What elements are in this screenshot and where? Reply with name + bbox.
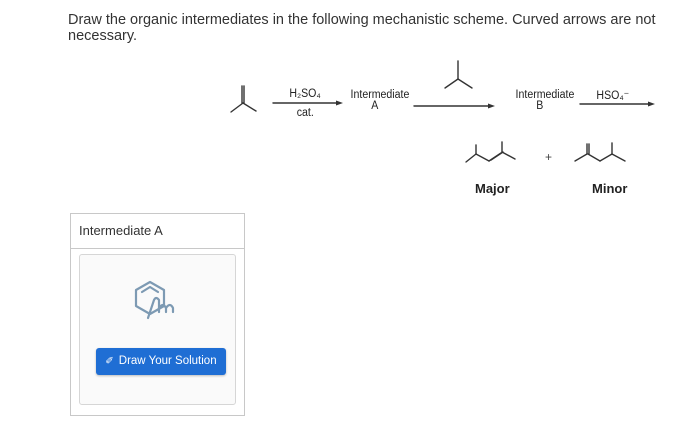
central-structure bbox=[445, 61, 472, 88]
pencil-icon: ✐ bbox=[105, 356, 114, 367]
arrowhead-3 bbox=[648, 102, 655, 107]
step3-reagent: HSO₄⁻ bbox=[596, 90, 630, 102]
step1-reagent: H₂SO₄ bbox=[289, 88, 321, 100]
mechanism-scheme bbox=[0, 0, 700, 210]
question-prompt: Draw the organic intermediates in the following mechanistic scheme. Curved arrows are not necessary. bbox=[68, 12, 656, 44]
intermediate-b-letter: B bbox=[536, 100, 544, 112]
draw-your-solution-button[interactable] bbox=[96, 348, 226, 375]
arrowhead-1 bbox=[336, 101, 343, 106]
minor-product-structure bbox=[575, 143, 625, 161]
scheme-drawing bbox=[0, 0, 700, 210]
major-product-structure bbox=[466, 142, 515, 162]
starting-alkene-structure bbox=[231, 86, 256, 112]
plus-sign: + bbox=[545, 150, 553, 164]
panel-title: Intermediate A bbox=[71, 214, 244, 249]
step1-condition: cat. bbox=[296, 107, 314, 119]
intermediate-b-label: Intermediate bbox=[515, 89, 575, 101]
intermediate-a-letter: A bbox=[371, 100, 379, 112]
molecule-drawing-icon bbox=[132, 278, 186, 333]
major-product-label: Major bbox=[475, 181, 510, 196]
intermediate-a-answer-panel bbox=[70, 213, 245, 416]
arrowhead-2 bbox=[488, 104, 495, 109]
intermediate-a-label: Intermediate bbox=[350, 89, 410, 101]
drawing-canvas[interactable] bbox=[79, 254, 236, 405]
draw-button-label: Draw Your Solution bbox=[118, 355, 217, 367]
minor-product-label: Minor bbox=[592, 181, 628, 196]
